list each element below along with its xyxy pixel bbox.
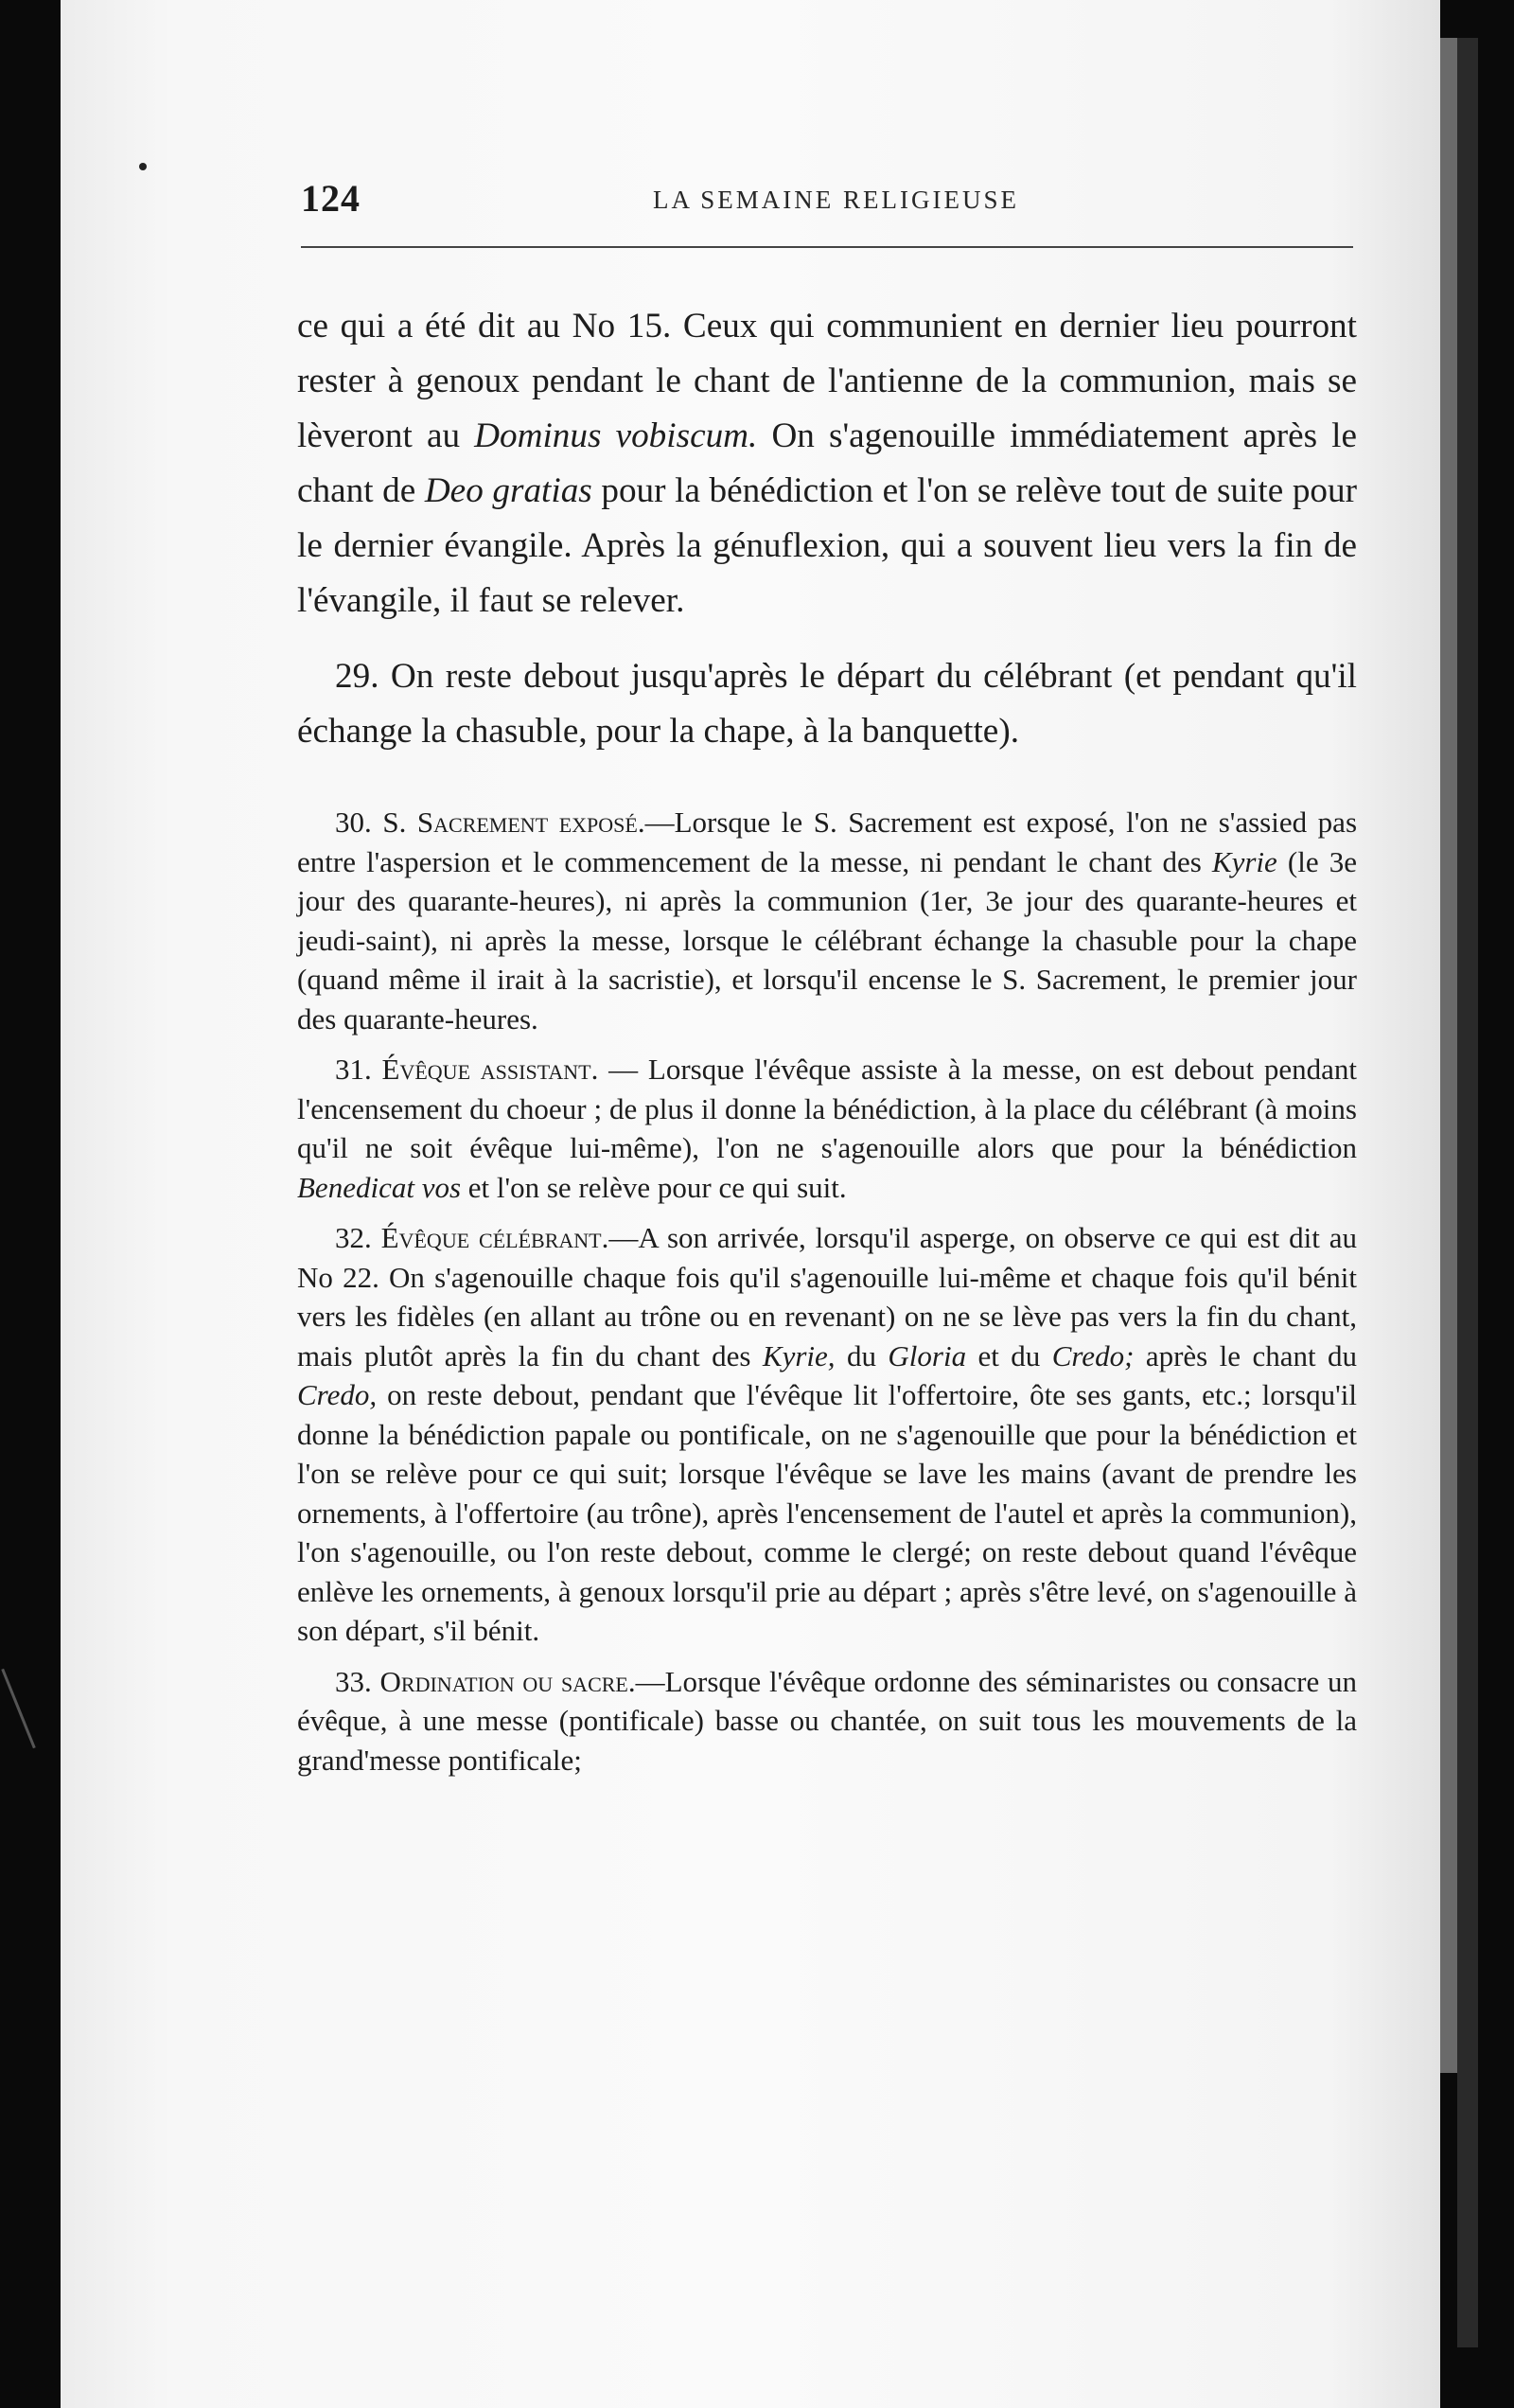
- page-header: [301, 176, 1356, 233]
- scan-scratch: [1, 1669, 35, 1749]
- ink-speck: [139, 163, 147, 170]
- paragraph-33: 33. Ordination ou sacre.—Lorsque l'évêque ordonne des séminaristes ou consacre un évêque, à une messe (pontificale) basse ou chantée, on suit tous les mouvements de la grand'messe pontificale;: [297, 1664, 1358, 1777]
- running-title: LA SEMAINE RELIGIEUSE: [653, 186, 1019, 214]
- paragraph-29: 29. On reste debout jusqu'après le départ du célébrant (et pendant qu'il échange la chasuble, pour la chape, à la banquette).: [297, 657, 1357, 751]
- section-heading: Évêque assistant.: [381, 1053, 599, 1086]
- paragraph-continued: ce qui a été dit au No 15. Ceux qui communient en dernier lieu pourront rester à genoux pendant le chant de l'antienne de la communion, mais se lèveront au Dominus vobiscum. On s'agenouille immédiatement après le chant de Deo gratias pour la bénédiction et l'on se relève tout de suite pour le dernier évangile. Après la génuflexion, qui a souvent lieu vers la fin de l'évangile, il faut se relever.: [297, 307, 1357, 620]
- section-heading: S. Sacrement exposé.: [382, 806, 645, 839]
- page-number: 124: [301, 177, 361, 220]
- page-edge-shadow: [1440, 38, 1457, 2073]
- page-body: [297, 299, 1357, 1779]
- header-rule: [301, 246, 1353, 248]
- paragraph-30: 30. S. Sacrement exposé.—Lorsque le S. Sacrement est exposé, l'on ne s'assied pas entre l'aspersion et le commencement de la messe, ni pendant le chant des Kyrie (le 3e jour des quarante-heures), ni après la communion (1er, 3e jour des quarante-heures et jeudi-saint), ni après la messe, lorsque le célébrant échange la chasuble pour la chape (quand même il irait à la sacristie), et lorsqu'il encense le S. Sacrement, le premier jour des quarante-heures.: [297, 806, 1358, 1036]
- book-edge: [1457, 38, 1478, 2347]
- section-heading: Évêque célébrant.: [380, 1221, 609, 1254]
- paragraph-31: 31. Évêque assistant. — Lorsque l'évêque assiste à la messe, on est debout pendant l'encensement du choeur ; de plus il donne la bénédiction, à la place du célébrant (à moins qu'il ne soit évêque lui-même), l'on ne s'agenouille alors que pour la bénédiction Benedicat vos et l'on se relève pour ce qui suit.: [297, 1053, 1358, 1204]
- section-heading: Ordination ou sacre.: [379, 1664, 636, 1698]
- paragraph-32: 32. Évêque célébrant.—A son arrivée, lorsqu'il asperge, on observe ce qui est dit au No 22. On s'agenouille chaque fois qu'il s'agenouille lui-même et chaque fois qu'il bénit vers les fidèles (en allant au trône ou en revenant) on ne se lève pas vers la fin du chant, mais plutôt après la fin du chant des Kyrie, du Gloria et du Credo; après le chant du Credo, on reste debout, pendant que l'évêque lit l'offertoire, ôte ses gants, etc.; lorsqu'il donne la bénédiction papale ou pontificale, on ne s'agenouille que pour la bénédiction et l'on se relève pour ce qui suit; lorsque l'évêque se lave les mains (avant de prendre les ornements, à l'offertoire (au trône), après l'encensement de l'autel et après la communion), l'on s'agenouille, ou l'on reste debout, comme le clergé; on reste debout quand l'évêque enlève les ornements, à genoux lorsqu'il prie au départ ; après s'être levé, on s'agenouille à son départ, s'il bénit.: [297, 1221, 1358, 1647]
